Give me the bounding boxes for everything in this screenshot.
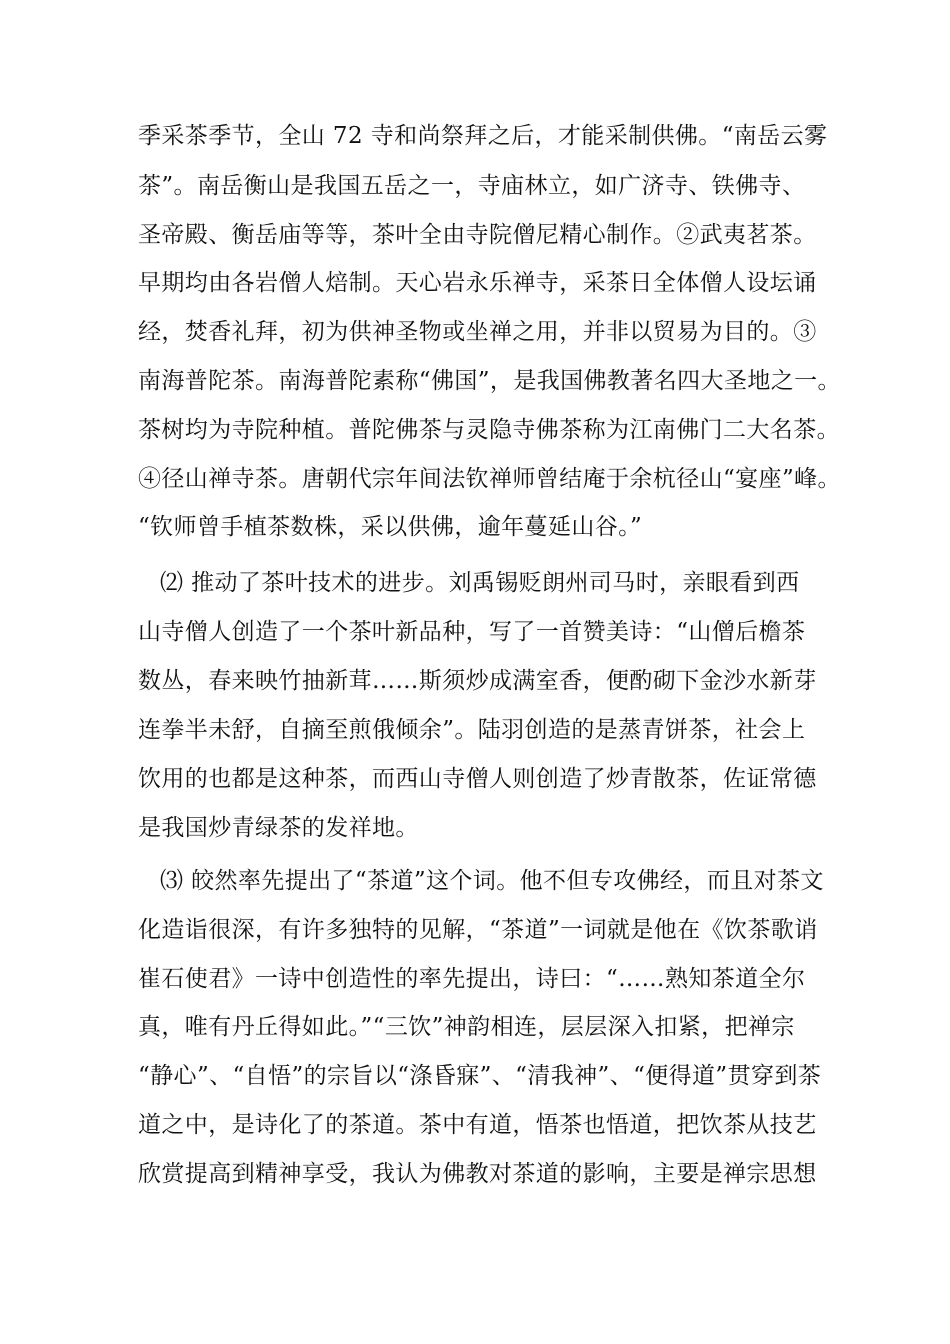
text-line: 崔石使君》一诗中创造性的率先提出，诗曰：“……熟知茶道全尔	[138, 966, 806, 992]
text-line: 圣帝殿、衡岳庙等等，茶叶全由寺院僧尼精心制作。②武夷茗茶。	[138, 222, 817, 248]
text-line: 茶树均为寺院种植。普陀佛茶与灵隐寺佛茶称为江南佛门二大名茶。	[138, 417, 840, 443]
paragraph-3-first-line: ⑶ 皎然率先提出了“茶道”这个词。他不但专攻佛经，而且对茶文	[160, 868, 824, 894]
text-line: 经，焚香礼拜，初为供神圣物或坐禅之用，并非以贸易为目的。③	[138, 319, 817, 345]
text-line: 是我国炒青绿茶的发祥地。	[138, 815, 419, 841]
text-line: ④径山禅寺茶。唐朝代宗年间法钦禅师曾结庵于余杭径山“宴座”峰。	[138, 466, 841, 492]
text-line: 早期均由各岩僧人焙制。天心岩永乐禅寺，采茶日全体僧人设坛诵	[138, 270, 817, 296]
text-line: “静心”、“自悟”的宗旨以“涤昏寐”、“清我神”、“便得道”贯穿到茶	[138, 1063, 822, 1089]
text-line: 南海普陀茶。南海普陀素称“佛国”，是我国佛教著名四大圣地之一。	[138, 368, 841, 394]
text-line: 数丛，春来映竹抽新茸……斯须炒成满室香，便酌砌下金沙水新芽	[138, 668, 817, 694]
text-line: 山寺僧人创造了一个茶叶新品种，写了一首赞美诗：“山僧后檐茶	[138, 619, 806, 645]
text-line: 真，唯有丹丘得如此。”“三饮”神韵相连，层层深入扣紧，把禅宗	[138, 1014, 795, 1040]
text-line: 饮用的也都是这种茶，而西山寺僧人则创造了炒青散茶，佐证常德	[138, 766, 817, 792]
paragraph-2-first-line: ⑵ 推动了茶叶技术的进步。刘禹锡贬朗州司马时，亲眼看到西	[160, 570, 800, 596]
text-line: 欣赏提高到精神享受，我认为佛教对茶道的影响，主要是禅宗思想	[138, 1161, 817, 1187]
text-line: 连拳半未舒，自摘至煎俄倾余”。陆羽创造的是蒸青饼茶，社会上	[138, 717, 806, 743]
text-line: 季采茶季节，全山 72 寺和尚祭拜之后，才能采制供佛。“南岳云雾	[138, 123, 828, 149]
text-line: 道之中，是诗化了的茶道。茶中有道，悟茶也悟道，把饮茶从技艺	[138, 1112, 817, 1138]
text-line: 化造诣很深，有许多独特的见解，“茶道”一词就是他在《饮茶歌诮	[138, 917, 818, 943]
text-line: 茶”。南岳衡山是我国五岳之一，寺庙林立，如广济寺、铁佛寺、	[138, 173, 806, 199]
text-line: “钦师曾手植茶数株，采以供佛，逾年蔓延山谷。”	[138, 514, 643, 540]
